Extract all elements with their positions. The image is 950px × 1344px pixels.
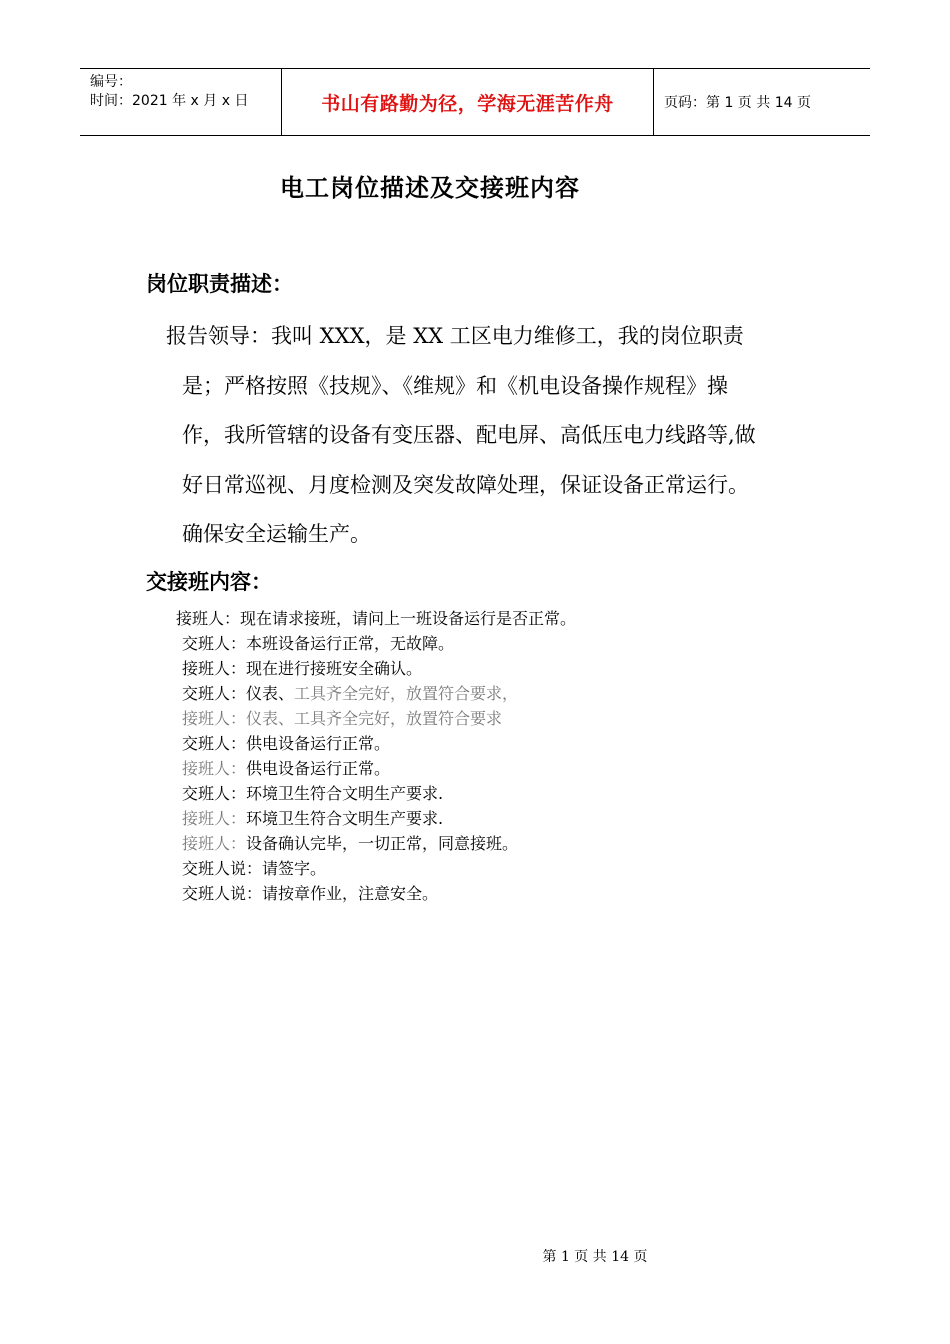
list-item <box>176 731 576 756</box>
speaker: 交班人： <box>182 784 247 803</box>
list-item <box>176 831 576 856</box>
statement: 环境卫生符合文明生产要求. <box>246 784 444 803</box>
page-info: 页码：第 1 页 共 14 页 <box>664 95 811 111</box>
list-item <box>176 706 576 731</box>
statement: 请按章作业，注意安全。 <box>262 884 439 903</box>
list-item <box>176 606 576 631</box>
speaker: 接班人： <box>182 759 247 778</box>
statement: 现在请求接班，请问上一班设备运行是否正常。 <box>240 609 577 628</box>
speaker: 交班人说： <box>182 859 263 878</box>
statement: 仪表、工具齐全完好，放置符合要求 <box>246 709 503 728</box>
header-meta-cell <box>80 69 282 135</box>
speaker: 接班人： <box>182 659 247 678</box>
duty-line: 是；严格按照《技规》、《维规》和《机电设备操作规程》操 <box>182 373 728 398</box>
duty-line: 好日常巡视、月度检测及突发故障处理，保证设备正常运行。 <box>182 472 749 497</box>
document-header <box>80 68 870 136</box>
time-label: 时间：2021 年 x 月 x 日 <box>90 93 249 109</box>
duty-line: 作，我所管辖的设备有变压器、配电屏、高低压电力线路等,做 <box>182 423 756 447</box>
speaker: 交班人： <box>182 684 247 703</box>
speaker: 接班人： <box>182 834 247 853</box>
duty-line: 报告领导：我叫 XXX，是 XX 工区电力维修工，我的岗位职责 <box>166 324 744 348</box>
page-footer: 第 1 页 共 14 页 <box>542 1249 648 1265</box>
speaker: 接班人： <box>182 709 247 728</box>
number-label: 编号： <box>90 74 132 90</box>
speaker: 接班人： <box>182 809 247 828</box>
statement: 本班设备运行正常，无故障。 <box>246 634 455 653</box>
statement: 环境卫生符合文明生产要求. <box>246 809 444 828</box>
duty-line: 确保安全运输生产。 <box>182 522 371 546</box>
list-item <box>176 781 576 806</box>
page-title: 电工岗位描述及交接班内容 <box>280 174 580 202</box>
statement: 供电设备运行正常。 <box>246 734 391 753</box>
speaker: 交班人： <box>182 634 247 653</box>
duties-paragraph <box>166 312 816 560</box>
list-item <box>176 631 576 656</box>
list-item <box>176 756 576 781</box>
duties-heading: 岗位职责描述： <box>146 272 293 296</box>
speaker: 交班人： <box>182 734 247 753</box>
handover-heading: 交接班内容： <box>146 570 272 594</box>
statement: 设备确认完毕，一切正常，同意接班。 <box>246 834 519 853</box>
list-item <box>176 856 576 881</box>
motto-text: 书山有路勤为径，学海无涯苦作舟 <box>321 92 614 115</box>
statement: 请签字。 <box>262 859 327 878</box>
list-item <box>176 656 576 681</box>
speaker: 接班人： <box>176 609 241 628</box>
header-motto-cell <box>282 69 654 135</box>
list-item <box>176 681 576 706</box>
header-page-cell <box>654 69 870 135</box>
list-item <box>176 806 576 831</box>
list-item <box>176 881 576 906</box>
speaker: 交班人说： <box>182 884 263 903</box>
handover-list <box>176 606 576 906</box>
statement: 现在进行接班安全确认。 <box>246 659 423 678</box>
statement: 仪表、工具齐全完好，放置符合要求， <box>246 684 519 703</box>
statement: 供电设备运行正常。 <box>246 759 391 778</box>
